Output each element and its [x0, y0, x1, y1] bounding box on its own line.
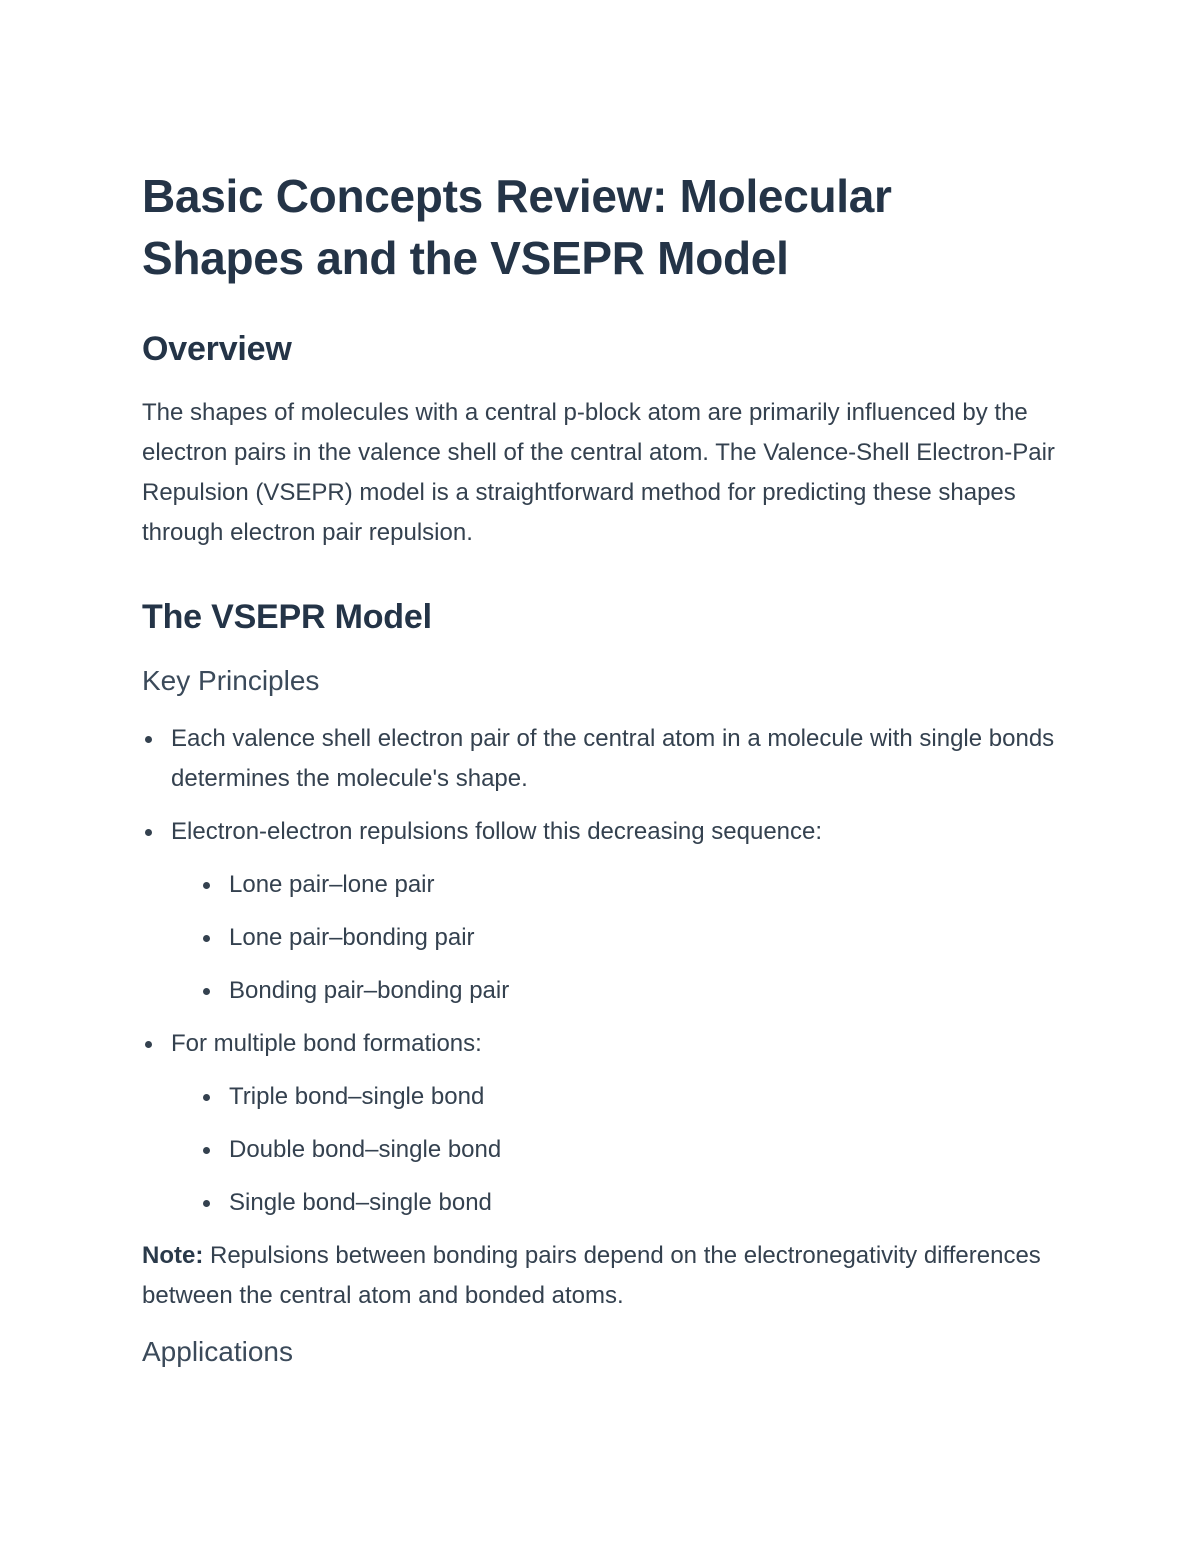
- list-item: [142, 812, 1062, 1011]
- bullet-icon: [145, 736, 152, 743]
- bullet-icon: [203, 1094, 210, 1101]
- bullet-icon: [145, 829, 152, 836]
- bullet-icon: [203, 1200, 210, 1207]
- multiple-bond-list: [171, 1077, 1062, 1223]
- sub-list-item-text: Double bond–single bond: [229, 1136, 502, 1163]
- document-page: [142, 165, 1062, 1372]
- list-item-text: Electron-electron repulsions follow this decreasing sequence:: [171, 818, 823, 845]
- note-text: Repulsions between bonding pairs depend on the electronegativity differences between the central atom and bonded atoms.: [142, 1242, 1041, 1309]
- sub-list-item-text: Triple bond–single bond: [229, 1083, 485, 1110]
- sub-list-item: [171, 918, 1062, 958]
- key-principles-heading: Key Principles: [142, 665, 320, 696]
- bullet-icon: [203, 882, 210, 889]
- bullet-icon: [203, 935, 210, 942]
- vsepr-model-heading: The VSEPR Model: [142, 598, 432, 636]
- bullet-icon: [203, 1147, 210, 1154]
- key-principles-list: [142, 719, 1062, 1223]
- document-title: Basic Concepts Review: Molecular Shapes and the VSEPR Model: [142, 170, 892, 284]
- sub-list-item-text: Bonding pair–bonding pair: [229, 977, 510, 1004]
- sub-list-item-text: Lone pair–lone pair: [229, 871, 435, 898]
- list-item: [142, 1024, 1062, 1223]
- sub-list-item: [171, 971, 1062, 1011]
- sub-list-item: [171, 1183, 1062, 1223]
- bullet-icon: [145, 1041, 152, 1048]
- repulsion-sequence-list: [171, 865, 1062, 1011]
- overview-heading: Overview: [142, 330, 292, 368]
- list-item-text: Each valence shell electron pair of the central atom in a molecule with single bonds determines the molecule's shape.: [171, 725, 1055, 792]
- list-item-text: For multiple bond formations:: [171, 1030, 482, 1057]
- applications-heading: Applications: [142, 1336, 293, 1367]
- note-label: Note:: [142, 1242, 204, 1269]
- sub-list-item: [171, 1077, 1062, 1117]
- note-paragraph: [142, 1236, 1062, 1316]
- sub-list-item: [171, 1130, 1062, 1170]
- sub-list-item: [171, 865, 1062, 905]
- overview-paragraph: The shapes of molecules with a central p-block atom are primarily influenced by the electron pairs in the valence shell of the central atom. The Valence-Shell Electron-Pair Repulsion (VSEPR) model is a straightforward method for predicting these shapes through electron pair repulsion.: [142, 399, 1055, 546]
- sub-list-item-text: Lone pair–bonding pair: [229, 924, 475, 951]
- list-item: [142, 719, 1062, 799]
- bullet-icon: [203, 988, 210, 995]
- sub-list-item-text: Single bond–single bond: [229, 1189, 492, 1216]
